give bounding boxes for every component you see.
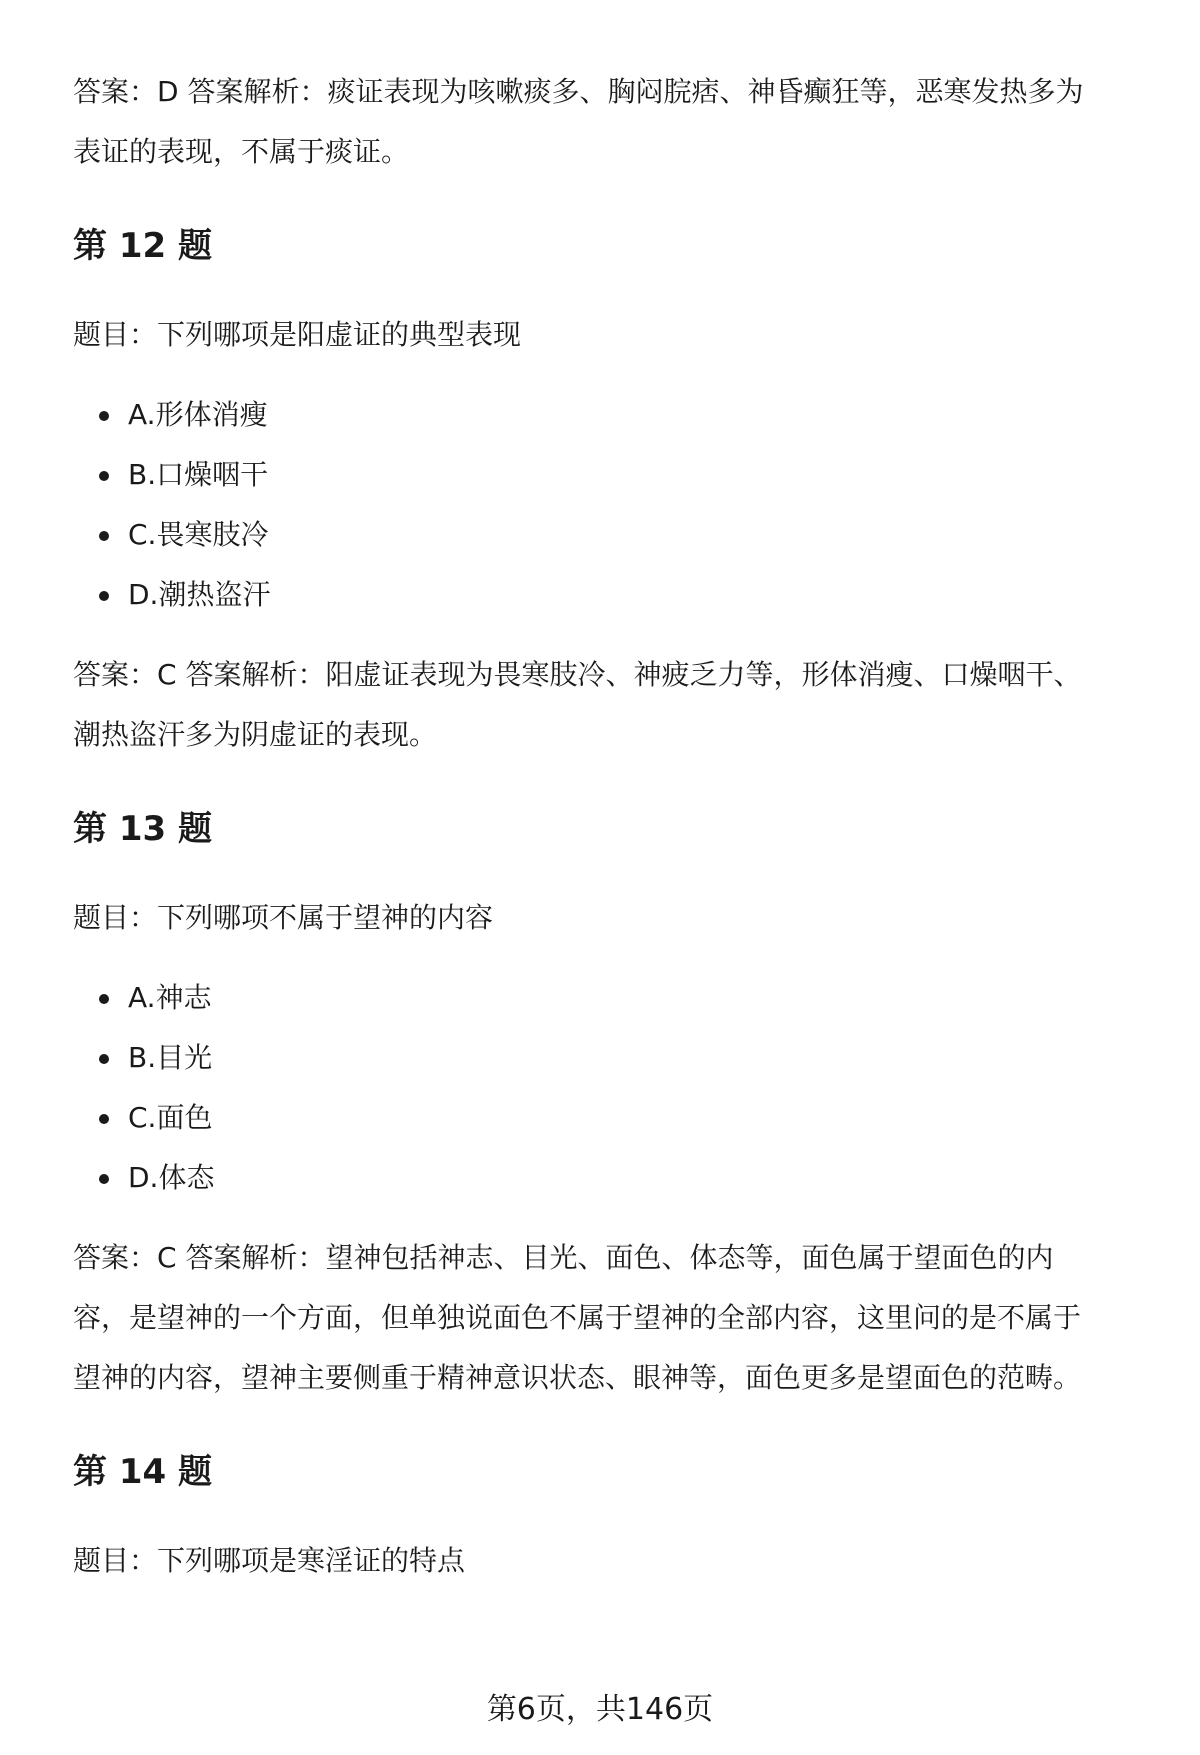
option-label: C.面色	[128, 1101, 213, 1134]
page-content	[73, 62, 1163, 1591]
option-label: A.形体消瘦	[128, 398, 268, 431]
bullet-icon	[99, 1174, 109, 1184]
answer-text: 容，是望神的一个方面，但单独说面色不属于望神的全部内容，这里问的是不属于	[73, 1301, 1082, 1334]
option-item	[73, 565, 1163, 625]
bullet-icon	[99, 591, 109, 601]
option-item	[73, 1088, 1163, 1148]
option-label: B.目光	[128, 1041, 213, 1074]
option-label: D.潮热盗汗	[128, 578, 271, 611]
option-label: C.畏寒肢冷	[128, 518, 269, 551]
page-indicator: 第6页，共146页	[486, 1692, 714, 1727]
option-item	[73, 445, 1163, 505]
option-item	[73, 505, 1163, 565]
answer-text: 潮热盗汗多为阴虚证的表现。	[73, 718, 438, 751]
question-heading: 第 13 题	[73, 809, 212, 849]
question-text: 题目：下列哪项不属于望神的内容	[73, 901, 494, 934]
answer-text: 答案：D 答案解析：痰证表现为咳嗽痰多、胸闷脘痞、神昏癫狂等，恶寒发热多为	[73, 75, 1084, 108]
option-item	[73, 1028, 1163, 1088]
answer-text: 答案：C 答案解析：阳虚证表现为畏寒肢冷、神疲乏力等，形体消瘦、口燥咽干、	[73, 658, 1082, 691]
bullet-icon	[99, 1114, 109, 1124]
bullet-icon	[99, 994, 109, 1004]
question-text: 题目：下列哪项是寒淫证的特点	[73, 1544, 466, 1577]
answer-text: 答案：C 答案解析：望神包括神志、目光、面色、体态等，面色属于望面色的内	[73, 1241, 1054, 1274]
answer-text: 望神的内容，望神主要侧重于精神意识状态、眼神等，面色更多是望面色的范畴。	[73, 1361, 1082, 1394]
bullet-icon	[99, 471, 109, 481]
bullet-icon	[99, 411, 109, 421]
question-heading: 第 12 题	[73, 226, 212, 266]
question-heading: 第 14 题	[73, 1452, 212, 1492]
bullet-icon	[99, 1054, 109, 1064]
option-item	[73, 1148, 1163, 1208]
option-label: D.体态	[128, 1161, 215, 1194]
option-item	[73, 968, 1163, 1028]
option-label: B.口燥咽干	[128, 458, 269, 491]
option-label: A.神志	[128, 981, 212, 1014]
option-item	[73, 385, 1163, 445]
options-list	[73, 385, 1163, 625]
options-list	[73, 968, 1163, 1208]
question-text: 题目：下列哪项是阳虚证的典型表现	[73, 318, 522, 351]
answer-text: 表证的表现，不属于痰证。	[73, 135, 410, 168]
bullet-icon	[99, 531, 109, 541]
